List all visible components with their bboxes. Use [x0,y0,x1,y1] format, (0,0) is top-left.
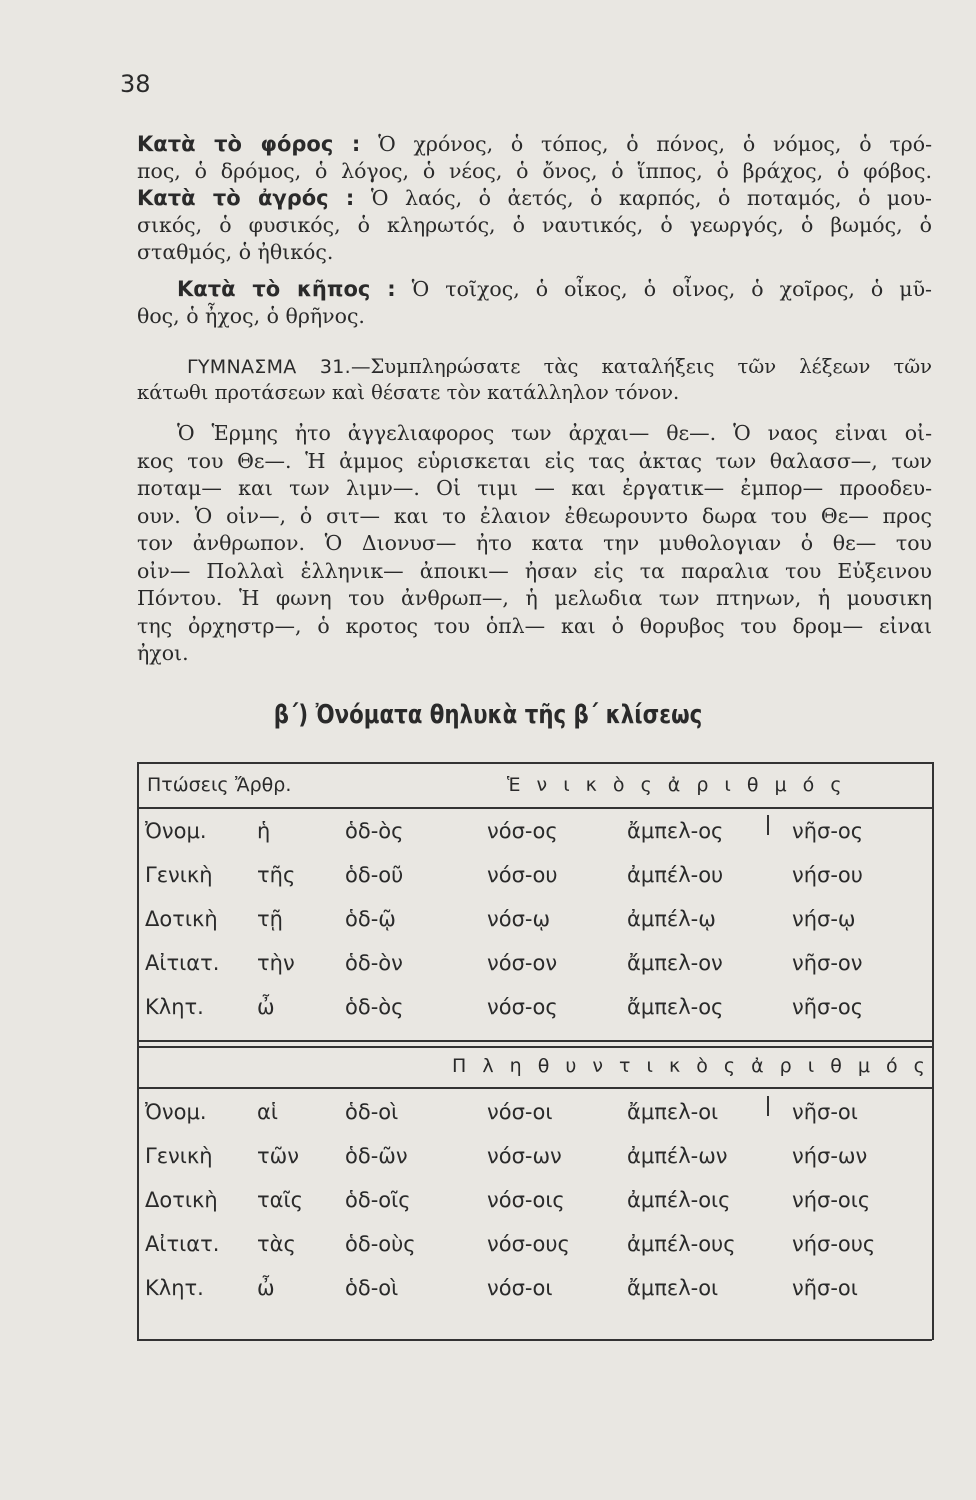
text-line: ποταμ— και των λιμν—. Οἱ τιμι — και ἐργατικ— ἐμπορ— προοδευ- [137,476,932,500]
article-cell: αἱ [257,1100,278,1124]
table-rule [137,1046,932,1048]
nosos-cell: νόσ-οις [487,1188,565,1212]
nosos-cell: νόσ-ων [487,1144,562,1168]
case-cell: Κλητ. [145,995,204,1019]
odos-cell: ὁδ-οὶ [345,1100,399,1124]
text-line: Κατὰ τὸ φόρος : Ὁ χρόνος, ὁ τόπος, ὁ πόνος, ὁ νόμος, ὁ τρό- [137,132,933,156]
text-line: Κατὰ τὸ κῆπος : Ὁ τοῖχος, ὁ οἶκος, ὁ οἶνος, ὁ χοῖρος, ὁ μῦ- [177,277,932,301]
case-cell: Γενικὴ [145,863,213,887]
text-line: τον ἀνθρωπον. Ὁ Διονυσ— ἠτο κατα την μυθολογιαν ὁ θε— του [137,531,932,555]
case-cell: Ὀνομ. [145,819,207,843]
nesos-cell: νῆσ-οι [792,1276,858,1300]
text-line: οἰν— Πολλαὶ ἑλληνικ— ἀποικι— ἠσαν εἰς τα παραλια του Εὐξεινου [137,558,932,583]
nesos-cell: νῆσ-οι [792,1100,858,1124]
ampelos-cell: ἄμπελ-οι [627,1276,719,1300]
ampelos-cell: ἀμπέλ-ους [627,1232,736,1256]
article-cell: ἡ [257,819,271,843]
nosos-cell: νόσ-ῳ [487,907,551,931]
odos-cell: ὁδ-οῦ [345,863,404,887]
table-rule [137,1339,932,1341]
text-line: ουν. Ὁ οἰν—, ὁ σιτ— και το ἐλαιον ἐθεωρουντο δωρα του Θε— προς [137,503,932,528]
exercise-title: ΓΥΜΝΑΣΜΑ 31. [187,356,352,378]
text-line: Ὁ Ἑρμης ἠτο ἀγγελιαφορος των ἀρχαι— θε—. Ὁ ναος εἰναι οἰ- [177,421,932,445]
singular-label: Ἑ ν ι κ ὸ ς ἀ ρ ι θ μ ό ς [507,774,847,796]
text-line: ἠχοι. [137,641,189,665]
nesos-cell: νῆσ-ος [792,819,864,843]
ampelos-cell: ἀμπέλ-οις [627,1188,731,1212]
odos-cell: ὁδ-ὸς [345,819,404,843]
case-cell: Δοτικὴ [145,907,218,931]
case-cell: Γενικὴ [145,1144,213,1168]
category-lead: Κατὰ τὸ φόρος : [137,132,361,156]
article-cell: τῶν [257,1144,299,1168]
article-cell: τῆς [257,863,296,887]
table-rule [767,1096,769,1116]
case-cell: Δοτικὴ [145,1188,218,1212]
nosos-cell: νόσ-οι [487,1276,553,1300]
article-cell: ὦ [257,1276,275,1300]
nesos-cell: νήσ-οις [792,1188,871,1212]
ampelos-cell: ἄμπελ-οι [627,1100,719,1124]
odos-cell: ὁδ-οὶ [345,1276,399,1300]
category-lead: Κατὰ τὸ ἀγρός : [137,186,355,210]
table-rule [932,762,934,1340]
ampelos-cell: ἀμπέλ-ῳ [627,907,716,931]
exercise-text [137,420,932,668]
text-line: σικός, ὁ φυσικός, ὁ κληρωτός, ὁ ναυτικός, ὁ γεωργός, ὁ βωμός, ὁ [137,213,932,237]
case-cell: Κλητ. [145,1276,204,1300]
text-line: ΓΥΜΝΑΣΜΑ 31.—Συμπληρώσατε τὰς καταλήξεις τῶν λέξεων τῶν [187,355,933,378]
nosos-cell: νόσ-ους [487,1232,570,1256]
nesos-cell: νήσ-ων [792,1144,868,1168]
text-line: Κατὰ τὸ ἀγρός : Ὁ λαός, ὁ ἀετός, ὁ καρπός, ὁ ποταμός, ὁ μου- [137,186,932,210]
nosos-cell: νόσ-ος [487,819,558,843]
declension-table [137,762,932,1340]
table-rule [137,1087,932,1089]
nesos-cell: νῆσ-ον [792,951,863,975]
case-cell: Ὀνομ. [145,1100,207,1124]
article-cell: ταῖς [257,1188,303,1212]
header-cases: Πτώσεις [147,774,229,796]
plural-label: Π λ η θ υ ν τ ι κ ὸ ς ἀ ρ ι θ μ ό ς [452,1055,930,1077]
case-cell: Αἰτιατ. [145,951,220,975]
exercise-instruction [137,354,932,406]
nosos-cell: νόσ-οι [487,1100,553,1124]
odos-cell: ὁδ-ῷ [345,907,396,931]
text-line: Πόντου. Ἡ φωνη του ἀνθρωπ—, ἡ μελωδια των πτηνων, ἡ μουσικη [137,586,932,610]
article-cell: ὦ [257,995,275,1019]
odos-cell: ὁδ-ὸς [345,995,404,1019]
odos-cell: ὁδ-οῖς [345,1188,411,1212]
nesos-cell: νήσ-ους [792,1232,876,1256]
article-cell: τὰς [257,1232,296,1256]
table-rule [767,815,769,835]
odos-cell: ὁδ-ῶν [345,1144,408,1168]
nosos-cell: νόσ-ος [487,995,558,1019]
article-cell: τὴν [257,951,295,975]
nesos-cell: νήσ-ου [792,863,863,887]
nosos-cell: νόσ-ου [487,863,558,887]
table-rule [137,762,139,1340]
table-rule [137,807,932,809]
text-line: σταθμός, ὁ ἠθικός. [137,240,334,264]
page-number: 38 [120,70,151,98]
ampelos-cell: ἀμπέλ-ου [627,863,724,887]
odos-cell: ὁδ-ὸν [345,951,403,975]
header-article: Ἄρθρ. [235,774,292,796]
intro-block [137,131,932,330]
odos-cell: ὁδ-οὺς [345,1232,416,1256]
ampelos-cell: ἄμπελ-ον [627,951,723,975]
nosos-cell: νόσ-ον [487,951,558,975]
text-line: κάτωθι προτάσεων καὶ θέσατε τὸν κατάλληλον τόνον. [137,381,680,404]
ampelos-cell: ἄμπελ-ος [627,819,724,843]
nesos-cell: νήσ-ῳ [792,907,856,931]
case-cell: Αἰτιατ. [145,1232,220,1256]
table-rule [137,762,932,764]
text-line: κος του Θε—. Ἡ ἀμμος εὑρισκεται εἰς τας ἀκτας των θαλασσ—, των [137,448,932,473]
ampelos-cell: ἀμπέλ-ων [627,1144,728,1168]
article-cell: τῇ [257,907,283,931]
table-rule [137,1040,932,1042]
nesos-cell: νῆσ-ος [792,995,864,1019]
text-line: πος, ὁ δρόμος, ὁ λόγος, ὁ νέος, ὁ ὄνος, ὁ ἵππος, ὁ βράχος, ὁ φόβος. [137,159,932,183]
section-heading: β΄) Ὀνόματα θηλυκὰ τῆς β΄ κλίσεως [273,700,703,730]
ampelos-cell: ἄμπελ-ος [627,995,724,1019]
text-line: της ὀρχηστρ—, ὁ κροτος του ὁπλ— και ὁ θορυβος του δρομ— εἰναι [137,613,932,638]
text-line: θος, ὁ ἦχος, ὁ θρῆνος. [137,304,365,328]
category-lead: Κατὰ τὸ κῆπος : [177,277,396,301]
